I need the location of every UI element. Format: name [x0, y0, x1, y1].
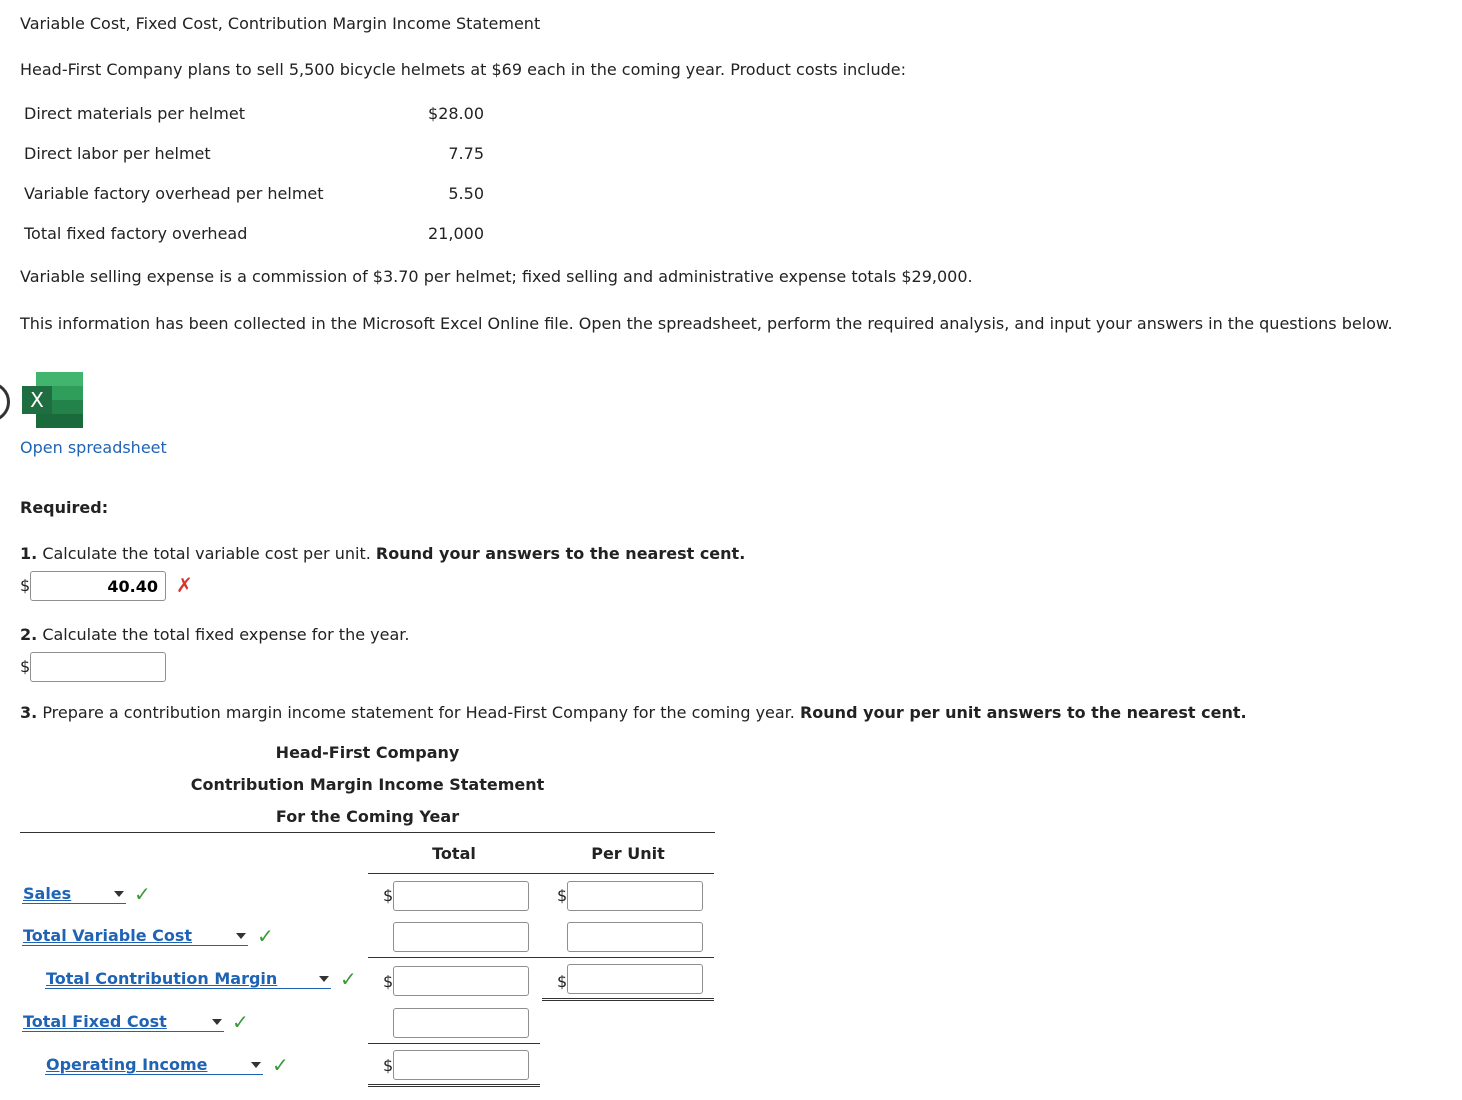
column-header-per-unit: Per Unit [591, 844, 665, 863]
currency-symbol: $ [20, 576, 31, 595]
question-3 [20, 703, 1247, 723]
cost-label: Direct materials per helmet [24, 104, 245, 123]
chevron-down-icon [319, 976, 329, 982]
subtotal-rule [368, 1043, 540, 1044]
subtotal-rule [368, 957, 714, 958]
variable-cost-total-input[interactable] [393, 922, 529, 952]
row-label-select[interactable]: Total Contribution Margin [45, 969, 331, 989]
cost-value: 7.75 [448, 144, 484, 163]
question-1 [20, 544, 745, 564]
incorrect-icon: ✗ [176, 573, 193, 597]
operating-income-total-input[interactable] [393, 1050, 529, 1080]
variable-cost-per-unit-statement-input[interactable] [567, 922, 703, 952]
currency-symbol: $ [557, 972, 568, 991]
cost-row [24, 144, 484, 164]
selling-note: Variable selling expense is a commission of $3.70 per helmet; fixed selling and administrative expense totals $29,000. [20, 267, 973, 286]
chevron-down-icon [114, 891, 124, 897]
question-text: Prepare a contribution margin income statement for Head-First Company for the coming year. [42, 703, 795, 722]
chevron-down-icon [236, 933, 246, 939]
column-header-rule [368, 873, 714, 874]
question-text: Calculate the total fixed expense for the year. [42, 625, 410, 644]
intro-text: Head-First Company plans to sell 5,500 bicycle helmets at $69 each in the coming year. Product costs include: [20, 60, 907, 79]
question-instruction: Round your per unit answers to the nearest cent. [799, 703, 1247, 722]
question-number: 2. [20, 625, 38, 644]
excel-icon[interactable] [22, 372, 84, 428]
excel-note: This information has been collected in the Microsoft Excel Online file. Open the spreadsheet, perform the required analysis, and input your answers in the questions below. [20, 314, 1393, 333]
currency-symbol: $ [383, 1056, 394, 1075]
sales-per-unit-input[interactable] [567, 881, 703, 911]
chevron-down-icon [212, 1019, 222, 1025]
cost-value: $28.00 [428, 104, 484, 123]
header-rule [20, 832, 715, 833]
currency-symbol: $ [20, 657, 31, 676]
checkmark-icon: ✓ [257, 924, 274, 948]
question-number: 1. [20, 544, 38, 563]
total-fixed-expense-input[interactable] [30, 652, 166, 682]
contribution-margin-per-unit-input[interactable] [567, 964, 703, 994]
cost-label: Variable factory overhead per helmet [24, 184, 324, 203]
row-label-select[interactable]: Operating Income [45, 1055, 263, 1075]
currency-symbol: $ [383, 886, 394, 905]
variable-cost-per-unit-input[interactable] [30, 571, 166, 601]
required-heading: Required: [20, 498, 109, 517]
row-label-select[interactable]: Total Fixed Cost [22, 1012, 224, 1032]
chevron-down-icon [251, 1062, 261, 1068]
checkmark-icon: ✓ [134, 882, 151, 906]
row-label-select[interactable]: Sales [22, 884, 126, 904]
page-title: Variable Cost, Fixed Cost, Contribution Margin Income Statement [20, 14, 541, 33]
fixed-cost-total-input[interactable] [393, 1008, 529, 1038]
question-text: Calculate the total variable cost per unit. [42, 544, 371, 563]
cost-row [24, 184, 484, 204]
question-2 [20, 625, 409, 645]
total-double-rule [368, 1084, 540, 1087]
currency-symbol: $ [557, 886, 568, 905]
open-spreadsheet-link[interactable]: Open spreadsheet [20, 438, 167, 457]
question-instruction: Round your answers to the nearest cent. [375, 544, 746, 563]
excel-letter: X [22, 386, 52, 414]
cost-label: Direct labor per helmet [24, 144, 211, 163]
checkmark-icon: ✓ [232, 1010, 249, 1034]
column-header-total: Total [432, 844, 476, 863]
statement-name: Contribution Margin Income Statement [190, 775, 545, 794]
cost-value: 5.50 [448, 184, 484, 203]
per-unit-double-rule [542, 998, 714, 1001]
question-number: 3. [20, 703, 38, 722]
cost-row [24, 224, 484, 244]
row-label-select[interactable]: Total Variable Cost [22, 926, 248, 946]
decorative-circle [0, 382, 10, 422]
statement-period: For the Coming Year [275, 807, 460, 826]
currency-symbol: $ [383, 972, 394, 991]
cost-row [24, 104, 484, 124]
cost-label: Total fixed factory overhead [24, 224, 248, 243]
statement-company: Head-First Company [275, 743, 460, 762]
checkmark-icon: ✓ [340, 967, 357, 991]
cost-value: 21,000 [428, 224, 484, 243]
sales-total-input[interactable] [393, 881, 529, 911]
checkmark-icon: ✓ [272, 1053, 289, 1077]
contribution-margin-total-input[interactable] [393, 966, 529, 996]
